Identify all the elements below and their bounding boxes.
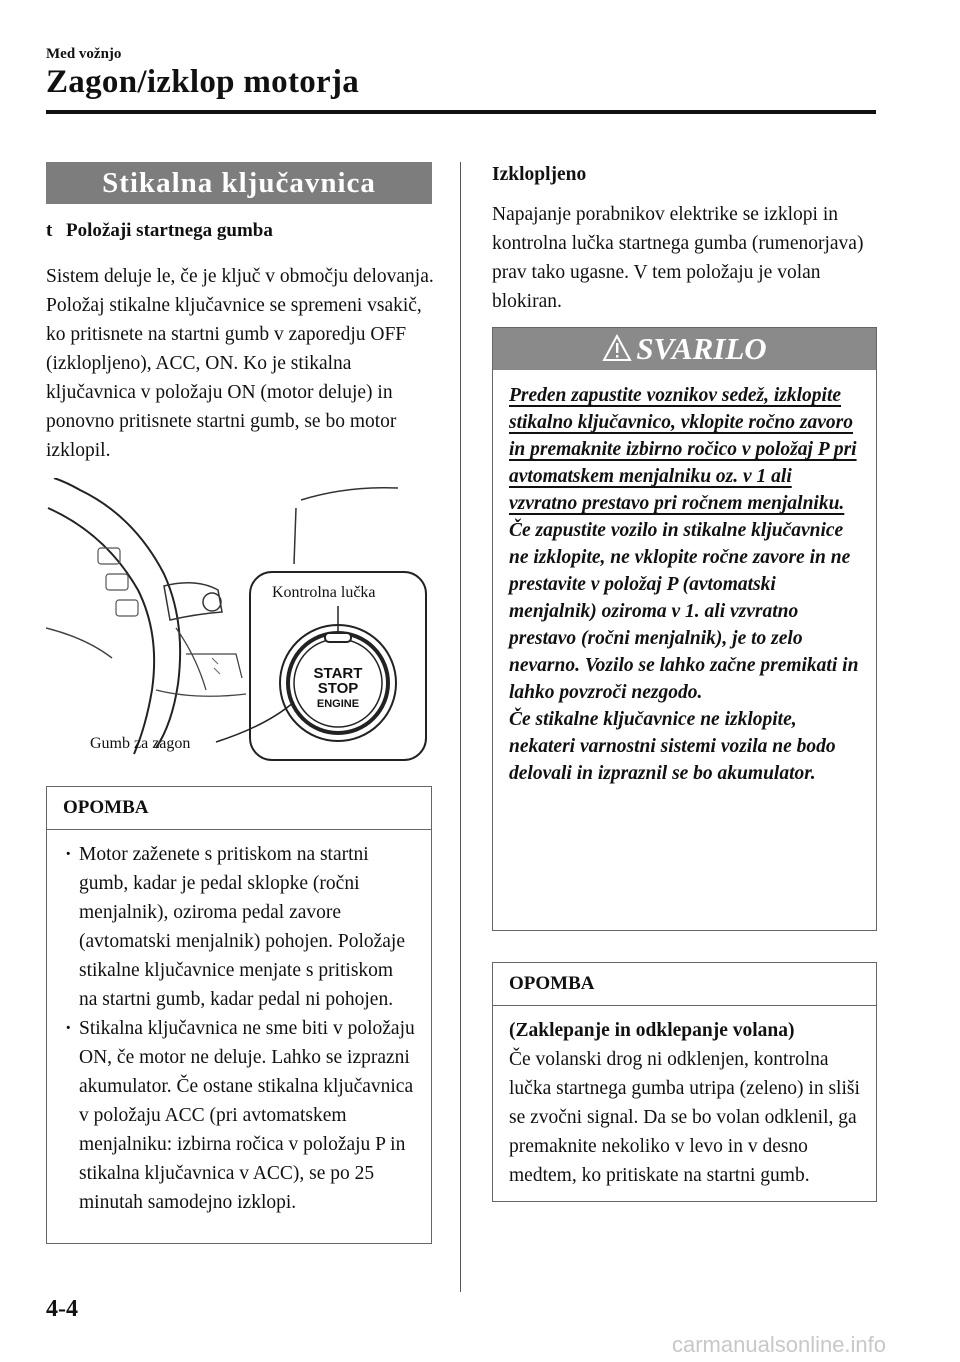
warning-text-1: Če zapustite vozilo in stikalne ključavnice ne izklopite, ne vklopite ročne zavore in ne prestavite v položaj P (avtomatski menjalnik) oziroma v 1. ali vzvratno prestavo (ročni menjalnik), je to zelo nevarno. Vozilo se lahko začne premikati in lahko povzroči nezgodo. xyxy=(509,520,859,703)
warning-header xyxy=(493,328,876,370)
subheading-text: Položaji startnega gumba xyxy=(66,220,273,241)
page-number: 4-4 xyxy=(46,1296,78,1322)
off-position-paragraph: Napajanje porabnikov elektrike se izklopi in kontrolna lučka startnega gumba (rumenorjava) prav tako ugasne. V tem položaju je volan blokiran. xyxy=(492,204,864,312)
note-item: · Motor zaženete s pritiskom na startni gumb, kadar je pedal sklopke (ročni menjalnik), oziroma pedal zavore (avtomatski menjalnik) pohojen. Položaje stikalne ključavnice menjate s pritiskom na startni gumb, kadar pedal ni pohojen. xyxy=(63,840,415,1014)
warning-triangle-icon xyxy=(602,331,632,373)
watermark: carmanualsonline.info xyxy=(672,1332,887,1357)
note-subheading: (Zaklepanje in odklepanje volana) xyxy=(509,1020,795,1041)
page-title: Zagon/izklop motorja xyxy=(46,64,360,100)
note-heading: OPOMBA xyxy=(47,787,431,830)
column-divider xyxy=(460,162,461,1292)
note-box-left xyxy=(46,786,432,1244)
subheading-mark: t xyxy=(46,220,53,241)
warning-body xyxy=(493,370,876,787)
note-text: Če volanski drog ni odklenjen, kontrolna lučka startnega gumba utripa (zeleno) in sliši se zvočni signal. Da se bo volan odklenil, ga premaknite nekoliko v levo in v desno medtem, ko pritiskate na startni gumb. xyxy=(509,1049,860,1186)
note-heading: OPOMBA xyxy=(493,963,876,1006)
intro-paragraph: Sistem deluje le, če je ključ v območju delovanja. Položaj stikalne ključavnice se spremeni vsakič, ko pritisnete na startni gumb v zaporedju OFF (izklopljeno), ACC, ON. Ko je stikalna ključavnica v položaju ON (motor deluje) in ponovno pritisnete startni gumb, se bo motor izklopil. xyxy=(46,266,434,461)
section-title: Stikalna ključavnica xyxy=(46,162,432,204)
button-text-stop: STOP xyxy=(317,680,359,697)
note-list xyxy=(47,830,431,1217)
warning-box xyxy=(492,327,877,931)
subheading xyxy=(46,220,273,242)
warning-underlined-text: Preden zapustite voznikov sedež, izklopite stikalno ključavnico, vklopite ročno zavoro in premaknite izbirno ročico v položaj P pri avtomatskem menjalniku oz. v 1 ali vzvratno prestavo pri ročnem menjalniku. xyxy=(509,385,857,514)
label-start-button: Gumb za zagon xyxy=(90,735,191,752)
note-item: · Stikalna ključavnica ne sme biti v položaju ON, če motor ne deluje. Lahko se izprazni akumulator. Če ostane stikalna ključavnica v položaju ACC (pri avtomatskem menjalniku: izbirna ročica v položaju P in stikalna ključavnica v ACC), se po 25 minutah samodejno izklopi. xyxy=(63,1014,415,1217)
chapter-label: Med vožnjo xyxy=(46,46,122,62)
off-position-heading: Izklopljeno xyxy=(492,164,587,185)
warning-heading: SVARILO xyxy=(636,331,767,366)
button-text-start: START xyxy=(313,665,363,682)
start-button-illustration xyxy=(46,478,432,764)
note-body xyxy=(493,1006,876,1190)
label-indicator-lamp: Kontrolna lučka xyxy=(272,584,376,601)
note-box-right xyxy=(492,962,877,1202)
warning-text-2: Če stikalne ključavnice ne izklopite, nekateri varnostni sistemi vozila ne bodo delovali in izpraznil se bo akumulator. xyxy=(509,709,836,784)
button-text-engine: ENGINE xyxy=(316,698,360,710)
header-rule xyxy=(46,110,876,114)
